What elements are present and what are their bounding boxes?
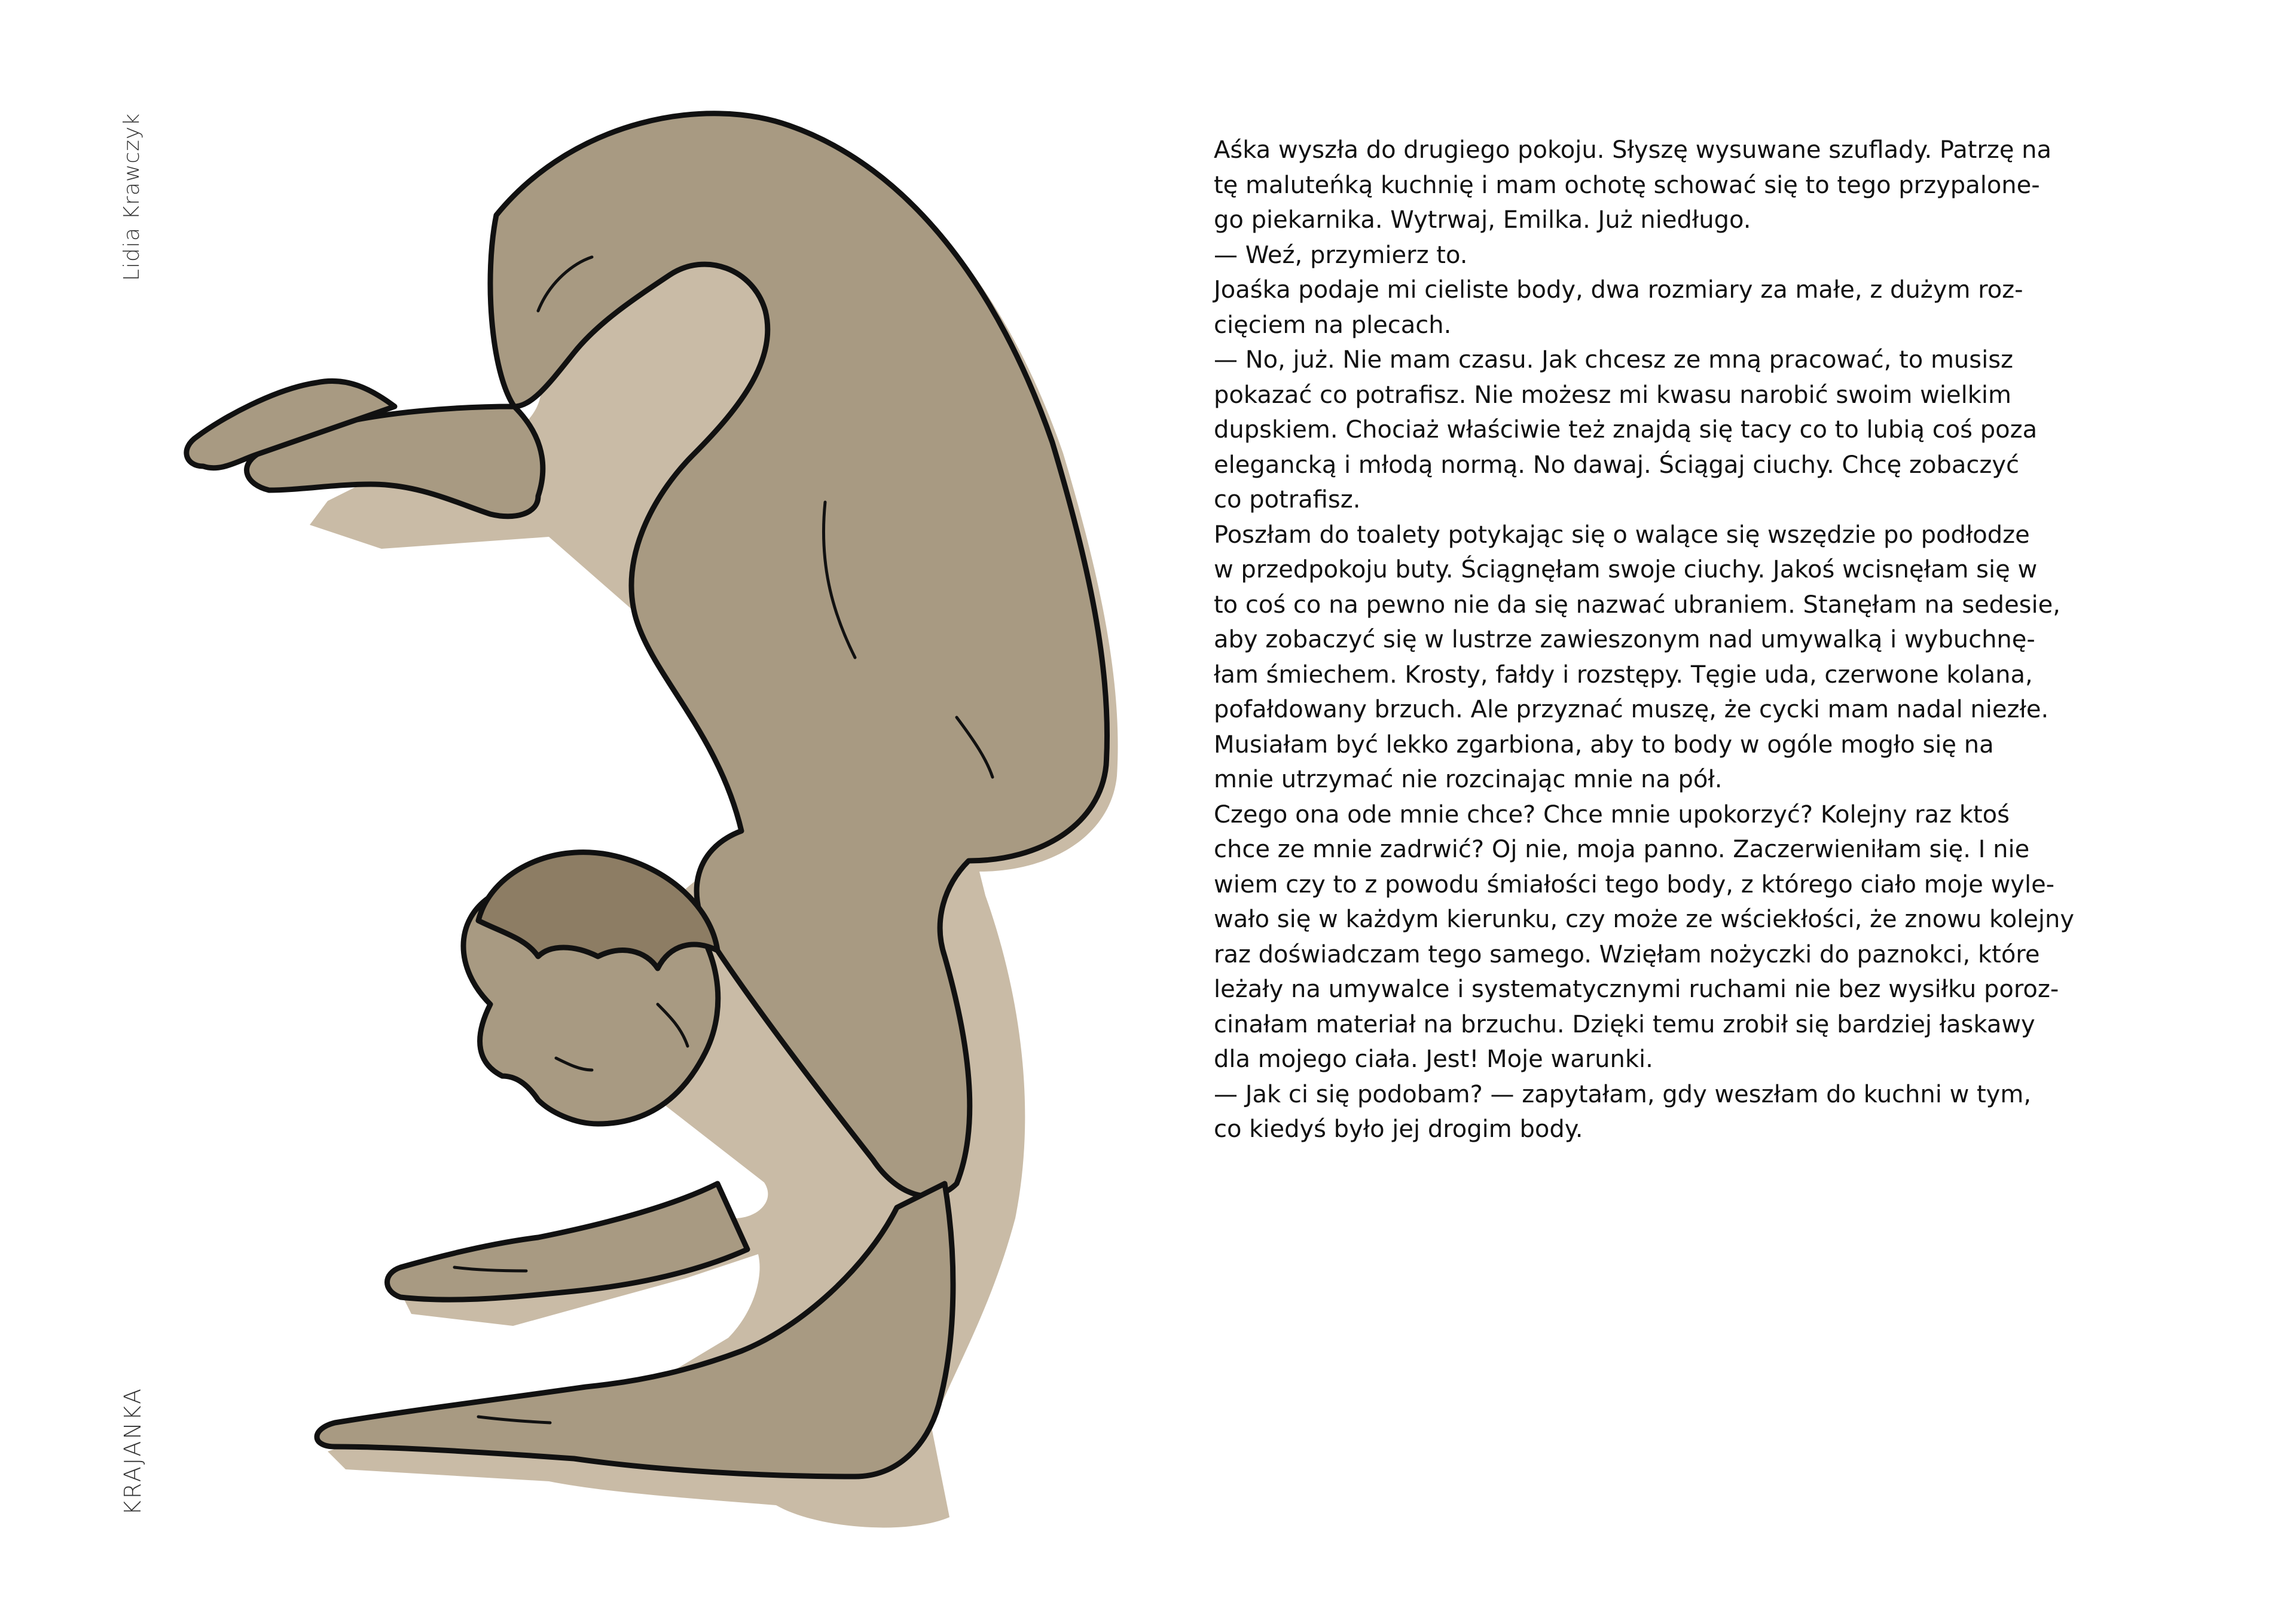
- text-line: aby zobaczyć się w lustrze zawieszonym nad umywalką i wybuchnę-: [1214, 626, 2035, 653]
- text-line: Musiałam być lekko zgarbiona, aby to body w ogóle mogło się na: [1214, 730, 1994, 759]
- text-line: dla mojego ciała. Jest! Moje warunki.: [1214, 1046, 1653, 1073]
- text-line: chce ze mnie zadrwić? Oj nie, moja panno. Zaczerwieniłam się. I nie: [1214, 836, 2030, 863]
- text-line: pokazać co potrafisz. Nie możesz mi kwasu narobić swoim wielkim: [1214, 381, 2011, 409]
- text-line: pofałdowany brzuch. Ale przyznać muszę, że cycki mam nadal niezłe.: [1214, 696, 2049, 723]
- text-line: — No, już. Nie mam czasu. Jak chcesz ze mną pracować, to musisz: [1214, 346, 2014, 374]
- magazine-name: KRAJANKA: [120, 1387, 146, 1515]
- story-text: [1214, 133, 2147, 1147]
- text-line: w przedpokoju buty. Ściągnęłam swoje ciuchy. Jakoś wcisnęłam się w: [1214, 556, 2038, 583]
- text-line: tę maluteńką kuchnię i mam ochotę schować się to tego przypalone-: [1214, 171, 2040, 199]
- text-line: leżały na umywalce i systematycznymi ruchami nie bez wysiłku poroz-: [1214, 976, 2059, 1003]
- text-line: raz doświadczam tego samego. Wzięłam nożyczki do paznokci, które: [1214, 940, 2040, 968]
- text-line: — Weź, przymierz to.: [1214, 241, 1468, 269]
- text-line: go piekarnika. Wytrwaj, Emilka. Już niedługo.: [1214, 206, 1751, 234]
- text-line: łam śmiechem. Krosty, fałdy i rozstępy. Tęgie uda, czerwone kolana,: [1214, 661, 2033, 689]
- text-line: Joaśka podaje mi cieliste body, dwa rozmiary za małe, z dużym roz-: [1214, 276, 2023, 304]
- text-line: co kiedyś było jej drogim body.: [1214, 1115, 1583, 1143]
- text-line: elegancką i młodą normą. No dawaj. Ściągaj ciuchy. Chcę zobaczyć: [1214, 451, 2020, 479]
- text-line: to coś co na pewno nie da się nazwać ubraniem. Stanęłam na sedesie,: [1214, 591, 2060, 619]
- arm-upper: [387, 1184, 748, 1300]
- text-line: mnie utrzymać nie rozcinając mnie na pół.: [1214, 766, 1723, 793]
- text-line: dupskiem. Chociaż właściwie też znajdą się tacy co to lubią coś poza: [1214, 416, 2038, 444]
- handstand-figure-illustration: [120, 72, 1136, 1566]
- author-name: Lidia Krawczyk: [120, 112, 144, 281]
- text-line: Czego ona ode mnie chce? Chce mnie upokorzyć? Kolejny raz ktoś: [1214, 800, 2010, 829]
- text-line: Poszłam do toalety potykając się o walące się wszędzie po podłodze: [1214, 521, 2030, 549]
- text-line: — Jak ci się podobam? — zapytałam, gdy weszłam do kuchni w tym,: [1214, 1080, 2032, 1108]
- text-line: wiem czy to z powodu śmiałości tego body, z którego ciało moje wyle-: [1214, 870, 2055, 898]
- text-line: Aśka wyszła do drugiego pokoju. Słyszę wysuwane szuflady. Patrzę na: [1214, 136, 2052, 164]
- text-line: wało się w każdym kierunku, czy może ze wściekłości, że znowu kolejny: [1214, 906, 2075, 933]
- text-line: cięciem na plecach.: [1214, 311, 1452, 339]
- text-line: co potrafisz.: [1214, 486, 1361, 513]
- text-line: cinałam materiał na brzuchu. Dzięki temu zrobił się bardziej łaskawy: [1214, 1010, 2035, 1038]
